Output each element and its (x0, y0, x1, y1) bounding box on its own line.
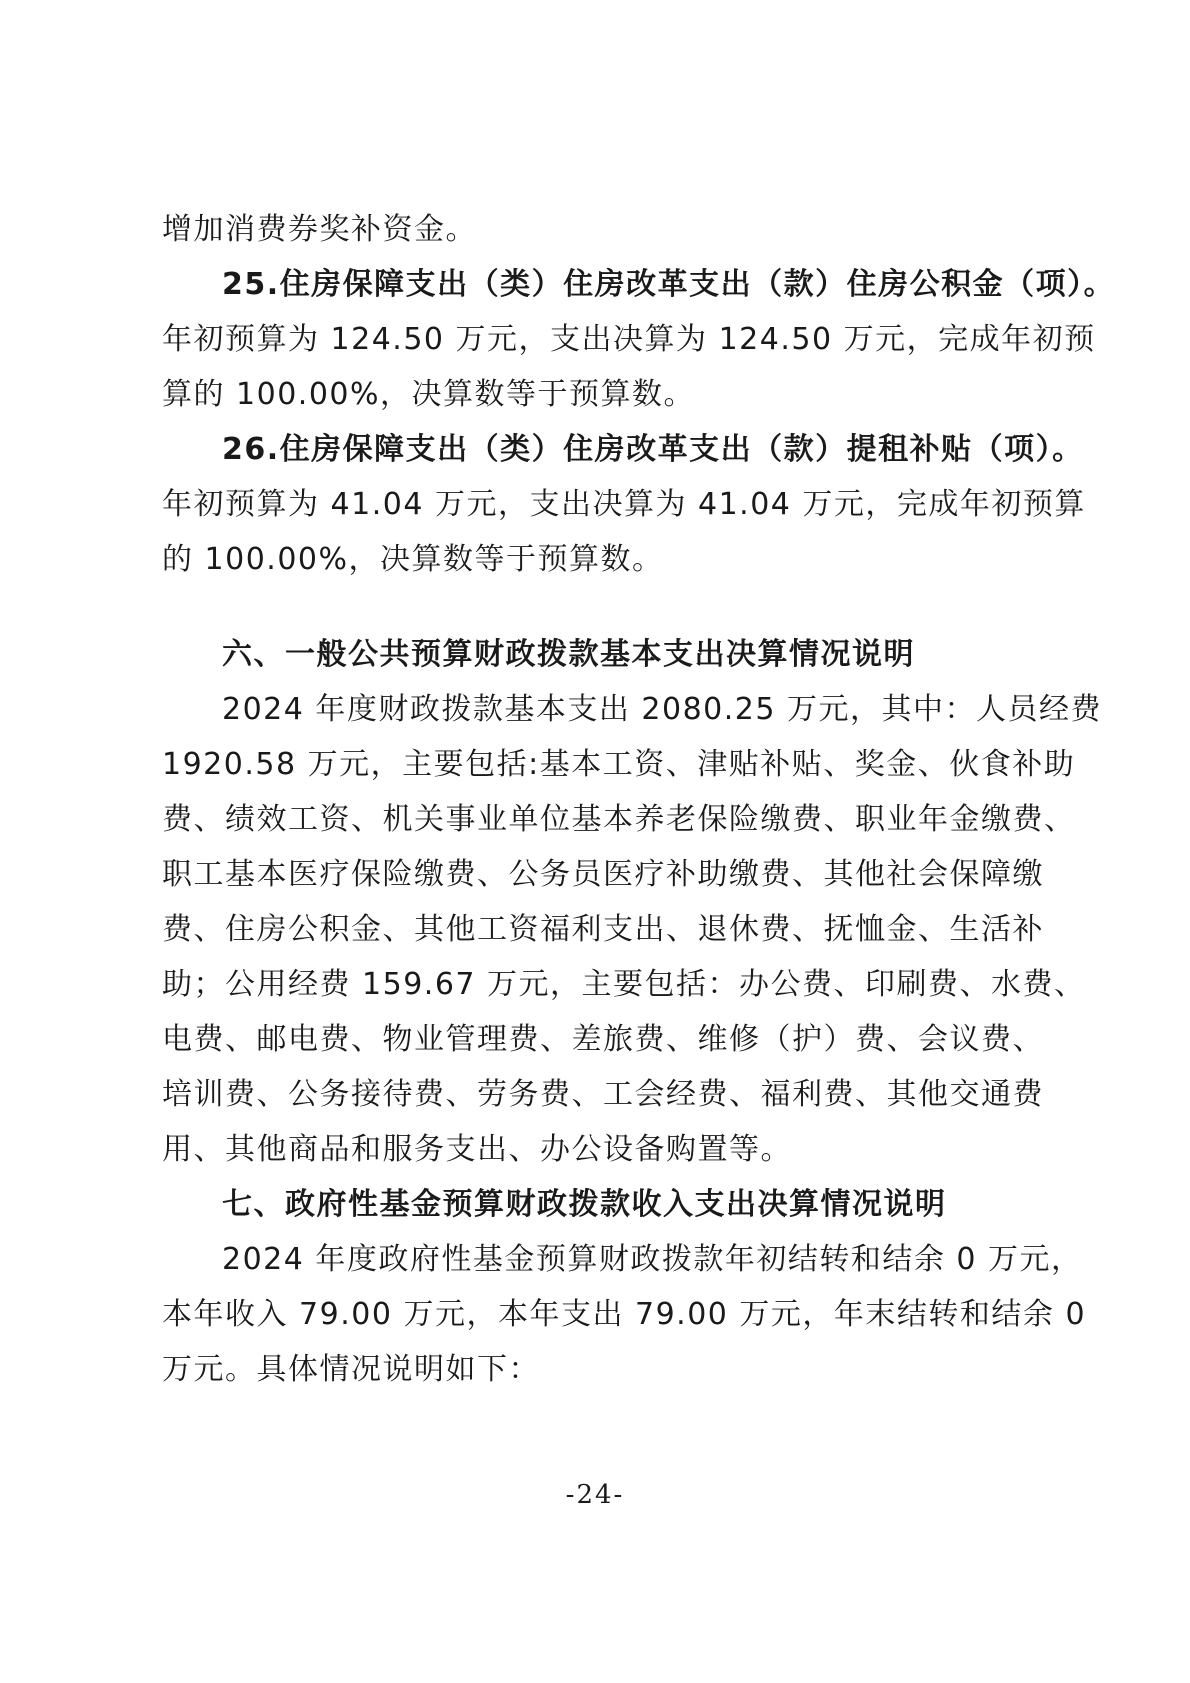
paragraph-line: 2024 年度财政拨款基本支出 2080.25 万元，其中：人员经费 (222, 692, 1103, 727)
page-number: -24- (565, 1480, 625, 1510)
paragraph-line: 电费、邮电费、物业管理费、差旅费、维修（护）费、会议费、 (162, 1022, 1044, 1057)
paragraph-line: 算的 100.00%，决算数等于预算数。 (162, 377, 696, 412)
item-25-heading: 25.住房保障支出（类）住房改革支出（款）住房公积金（项）。 (222, 267, 1116, 302)
paragraph-line: 年初预算为 124.50 万元，支出决算为 124.50 万元，完成年初预 (162, 322, 1096, 357)
section-6-heading: 六、一般公共预算财政拨款基本支出决算情况说明 (222, 637, 915, 672)
item-26-heading: 26.住房保障支出（类）住房改革支出（款）提租补贴（项）。 (222, 432, 1084, 467)
paragraph-line: 助；公用经费 159.67 万元，主要包括：办公费、印刷费、水费、 (162, 967, 1086, 1002)
paragraph-line: 的 100.00%，决算数等于预算数。 (162, 542, 664, 577)
paragraph-line: 用、其他商品和服务支出、办公设备购置等。 (162, 1132, 792, 1167)
paragraph-line: 本年收入 79.00 万元，本年支出 79.00 万元，年末结转和结余 0 (162, 1297, 1087, 1332)
paragraph-line: 费、住房公积金、其他工资福利支出、退休费、抚恤金、生活补 (162, 912, 1044, 947)
paragraph-line: 1920.58 万元，主要包括:基本工资、津贴补贴、奖金、伙食补助 (162, 747, 1076, 782)
paragraph-line: 培训费、公务接待费、劳务费、工会经费、福利费、其他交通费 (162, 1077, 1044, 1112)
section-7-heading: 七、政府性基金预算财政拨款收入支出决算情况说明 (222, 1187, 947, 1222)
paragraph-line: 职工基本医疗保险缴费、公务员医疗补助缴费、其他社会保障缴 (162, 857, 1044, 892)
paragraph-line: 2024 年度政府性基金预算财政拨款年初结转和结余 0 万元， (222, 1242, 1083, 1277)
paragraph-line: 万元。具体情况说明如下： (162, 1352, 540, 1387)
paragraph-line: 年初预算为 41.04 万元，支出决算为 41.04 万元，完成年初预算 (162, 487, 1086, 522)
paragraph-line: 增加消费券奖补资金。 (162, 212, 477, 247)
paragraph-line: 费、绩效工资、机关事业单位基本养老保险缴费、职业年金缴费、 (162, 802, 1076, 837)
